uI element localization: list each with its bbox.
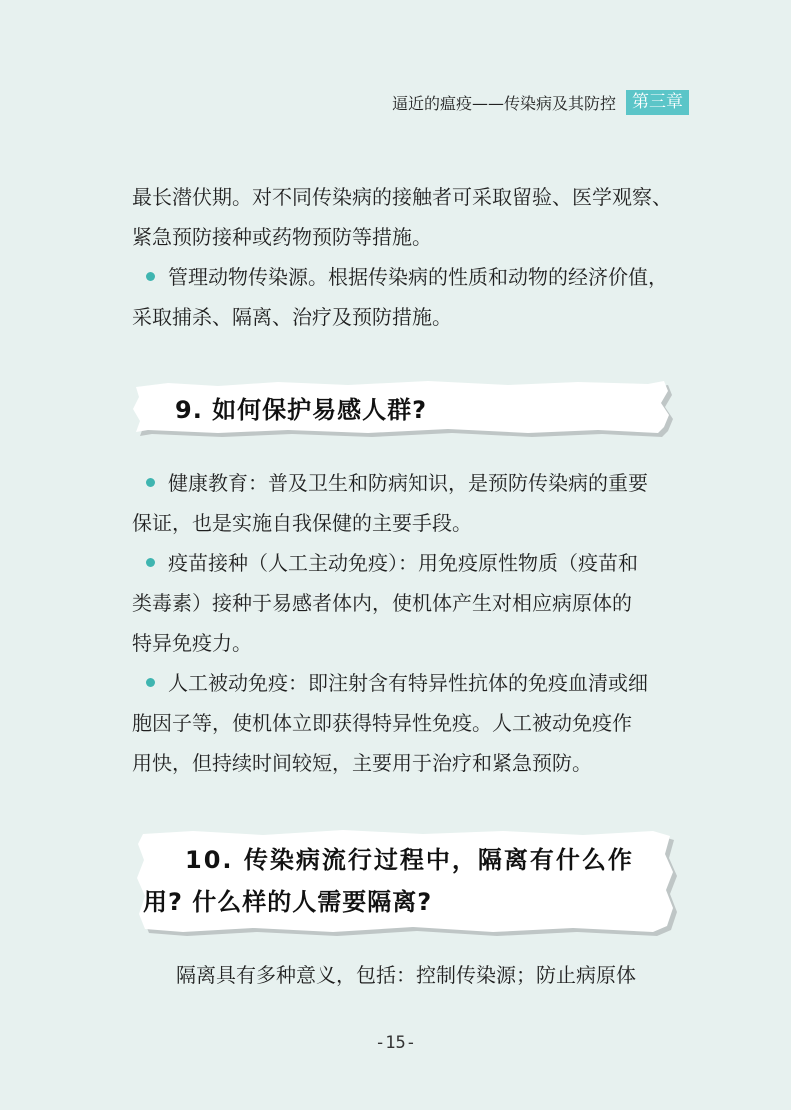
bullet-item bbox=[132, 257, 687, 297]
body-text-line: 采取捕杀、隔离、治疗及预防措施。 bbox=[132, 305, 452, 329]
body-text-line: 特异免疫力。 bbox=[132, 631, 252, 655]
question-10-title-line2: 用? 什么样的人需要隔离? bbox=[143, 888, 433, 916]
bullet-text: 健康教育：普及卫生和防病知识，是预防传染病的重要 bbox=[168, 471, 648, 495]
body-text-line: 胞因子等，使机体立即获得特异性免疫。人工被动免疫作 bbox=[132, 711, 632, 735]
body-text-line: 紧急预防接种或药物预防等措施。 bbox=[132, 225, 432, 249]
bullet-dot-icon bbox=[146, 678, 155, 687]
running-header bbox=[392, 90, 689, 115]
bullet-text: 管理动物传染源。根据传染病的性质和动物的经济价值， bbox=[168, 265, 668, 289]
body-text-line: 最长潜伏期。对不同传染病的接触者可采取留验、医学观察、 bbox=[132, 185, 672, 209]
question-10-content bbox=[132, 955, 687, 995]
bullet-dot-icon bbox=[146, 272, 155, 281]
bullet-item bbox=[132, 543, 687, 583]
question-10-banner bbox=[133, 826, 678, 936]
body-text-line: 保证，也是实施自我保健的主要手段。 bbox=[132, 511, 472, 535]
body-text-line: 类毒素）接种于易感者体内，使机体产生对相应病原体的 bbox=[132, 591, 632, 615]
question-9-banner bbox=[128, 377, 673, 437]
bullet-text: 人工被动免疫：即注射含有特异性抗体的免疫血清或细 bbox=[168, 671, 648, 695]
body-text-line: 用快，但持续时间较短，主要用于治疗和紧急预防。 bbox=[132, 751, 592, 775]
question-9-content bbox=[132, 463, 687, 783]
top-section bbox=[132, 177, 687, 337]
question-9-title: 9. 如何保护易感人群? bbox=[175, 396, 428, 424]
bullet-dot-icon bbox=[146, 478, 155, 487]
page-number: -15- bbox=[375, 1033, 416, 1053]
bullet-dot-icon bbox=[146, 558, 155, 567]
bullet-text: 疫苗接种（人工主动免疫）：用免疫原性物质（疫苗和 bbox=[168, 551, 638, 575]
chapter-badge: 第三章 bbox=[626, 90, 689, 115]
bullet-item bbox=[132, 663, 687, 703]
question-10-title-line1: 10. 传染病流行过程中，隔离有什么作 bbox=[185, 846, 634, 874]
bullet-item bbox=[132, 463, 687, 503]
body-text-line: 隔离具有多种意义，包括：控制传染源；防止病原体 bbox=[176, 963, 636, 987]
book-title: 逼近的瘟疫——传染病及其防控 bbox=[391, 94, 616, 113]
